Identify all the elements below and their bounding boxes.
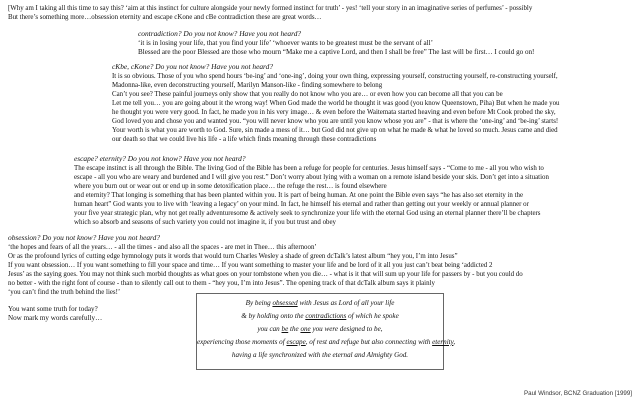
summary-line-1: By being obsessed with Jesus as Lord of all your life: [245, 299, 395, 307]
escape-line: human heart” God wants you to live with ‘leaving a legacy’ on your mind. In fact, he himself his eternal and rather than getting out your weekly or annual planner or: [74, 201, 529, 208]
summary-line-4: experiencing those moments of escape, of rest and refuge but also connecting with eternity,: [197, 338, 456, 346]
ckbe-line: our death so that we could live his life - a life which finds meaning through these contradictions: [112, 136, 377, 143]
footer-credit: Paul Windsor, BCNZ Graduation [1999]: [524, 390, 632, 397]
summary-line-5: having a life synchronized with the eternal and Almighty God.: [231, 351, 409, 359]
obsession-line: Or as the profound lyrics of cutting edge hymnology puts it words that would turn Charles Wesley a shade of green dcTalk’s latest album “hey you, I’m into Jesus”: [8, 253, 458, 260]
closing-line-1: You want some truth for today?: [8, 305, 98, 313]
ckbe-line: God loved you and chose you and wanted you. “you will never know who you are until you know whose you are” - that is where the ‘one-ing’ and ‘be-ing’ starts!: [112, 118, 559, 125]
obsession-line: ‘you can’t find the truth behind the lies!’: [8, 289, 121, 296]
intro-line-1: [Why am I taking all this time to say this? ‘aim at this instinct for culture alongside your newly formed instinct for truth’ - yes! ‘tell your story in an imaginative series of perfumes’ - possibly: [8, 5, 533, 12]
ckbe-line: he thought you were very good. In fact, he made you in his very image… & even before the Waitemata started heaving and even before Mt Cook probed the sky,: [112, 109, 556, 116]
escape-line: and eternity? That longing is something that has been planted within you. It is part of being human. At one point the Bible even says “he has also set eternity in the: [74, 192, 524, 199]
ckbe-line: Madonna-like, even deconstructing yourself, Marilyn Manson-like - finding somewhere to belong: [112, 82, 383, 89]
heading-ckbe: cKbe, cKone? Do you not know? Have you not heard?: [112, 62, 274, 71]
heading-obsession: obsession? Do you not know? Have you not heard?: [8, 233, 161, 242]
ckbe-line: Can’t you see? These painful journeys only show that you really do not know who you are… or even how you can become all that you can be: [112, 91, 503, 98]
summary-box: [196, 293, 456, 370]
contradiction-line: ‘it is in losing your life, that you find your life’ ‘whoever wants to be greatest must be the servant of all’: [138, 39, 433, 47]
escape-line: where you burn out or wear out or end up in some detoxification place… the refuge the rest… is found elsewhere: [74, 183, 387, 190]
obsession-line: ‘the hopes and fears of all the years… - all the times - and also all the spaces - are met in Thee… this afternoon’: [8, 244, 317, 251]
contradiction-line: Blessed are the poor Blessed are those who mourn “Make me a captive Lord, and then I shall be free” The last will be first… I could go on!: [138, 48, 535, 56]
heading-contradiction: contradiction? Do you not know? Have you not heard?: [138, 29, 302, 38]
ckbe-line: It is so obvious. Those of you who spend hours ‘be-ing’ and ‘one-ing’, doing your own thing, expressing yourself, constructing yourself, re-constructing yourself,: [112, 73, 558, 80]
obsession-line: If you want obsession… If you want something to fill your space and time… If you want something to master your life and be lord of it all you just can’t beat being ‘addicted 2: [8, 262, 493, 269]
intro-line-2: But there’s something more…obsession eternity and escape cKone and cBe contradiction these are great words…: [8, 14, 322, 21]
escape-line: The escape instinct is all through the Bible. The living God of the Bible has been a refuge for people for centuries. Jesus himself says - “Come to me - all you who wish to: [74, 165, 544, 172]
ckbe-line: Let me tell you… you are going about it the wrong way! When God made the world he thought it was good (you know Queenstown, Piha) But when he made you: [112, 100, 560, 107]
summary-line-3: you can be the one you were designed to be,: [257, 325, 383, 333]
summary-line-2: & by holding onto the contradictions of which he spoke: [241, 312, 399, 320]
ckbe-line: Your worth is what you are worth to God. Sure, sin made a mess of it… but God did not give up on what he made & what he loved so much. Jesus came and died: [112, 127, 558, 134]
escape-line: escape - all you who are weary and burdened and I will give you rest.” Don’t worry about lying with a woman on a remote island beside your skis. Don’t get into a situation: [74, 174, 549, 181]
obsession-line: no better - with the right font of course - than to silently call out to them - “hey you, I’m into Jesus”. The opening track of that dcTalk album says it plainly: [8, 280, 435, 287]
obsession-line: Jesus’ as the saying goes. You may not think such morbid thoughts as what goes on your tombstone when you die… - what is it that will sum up your life for passers by - but you could do: [8, 271, 523, 278]
escape-line: your five year strategic plan, why not get really adventuresome & actively seek to synchronize your life with the eternal God using an eternal planner there’ll be chapters: [74, 210, 541, 217]
escape-line: which so absorb and seasons of such variety you could not imagine it, if you but trust and obey: [74, 219, 336, 226]
closing-line-2: Now mark my words carefully…: [8, 314, 103, 322]
heading-escape: escape? eternity? Do you not know? Have you not heard?: [74, 154, 246, 163]
